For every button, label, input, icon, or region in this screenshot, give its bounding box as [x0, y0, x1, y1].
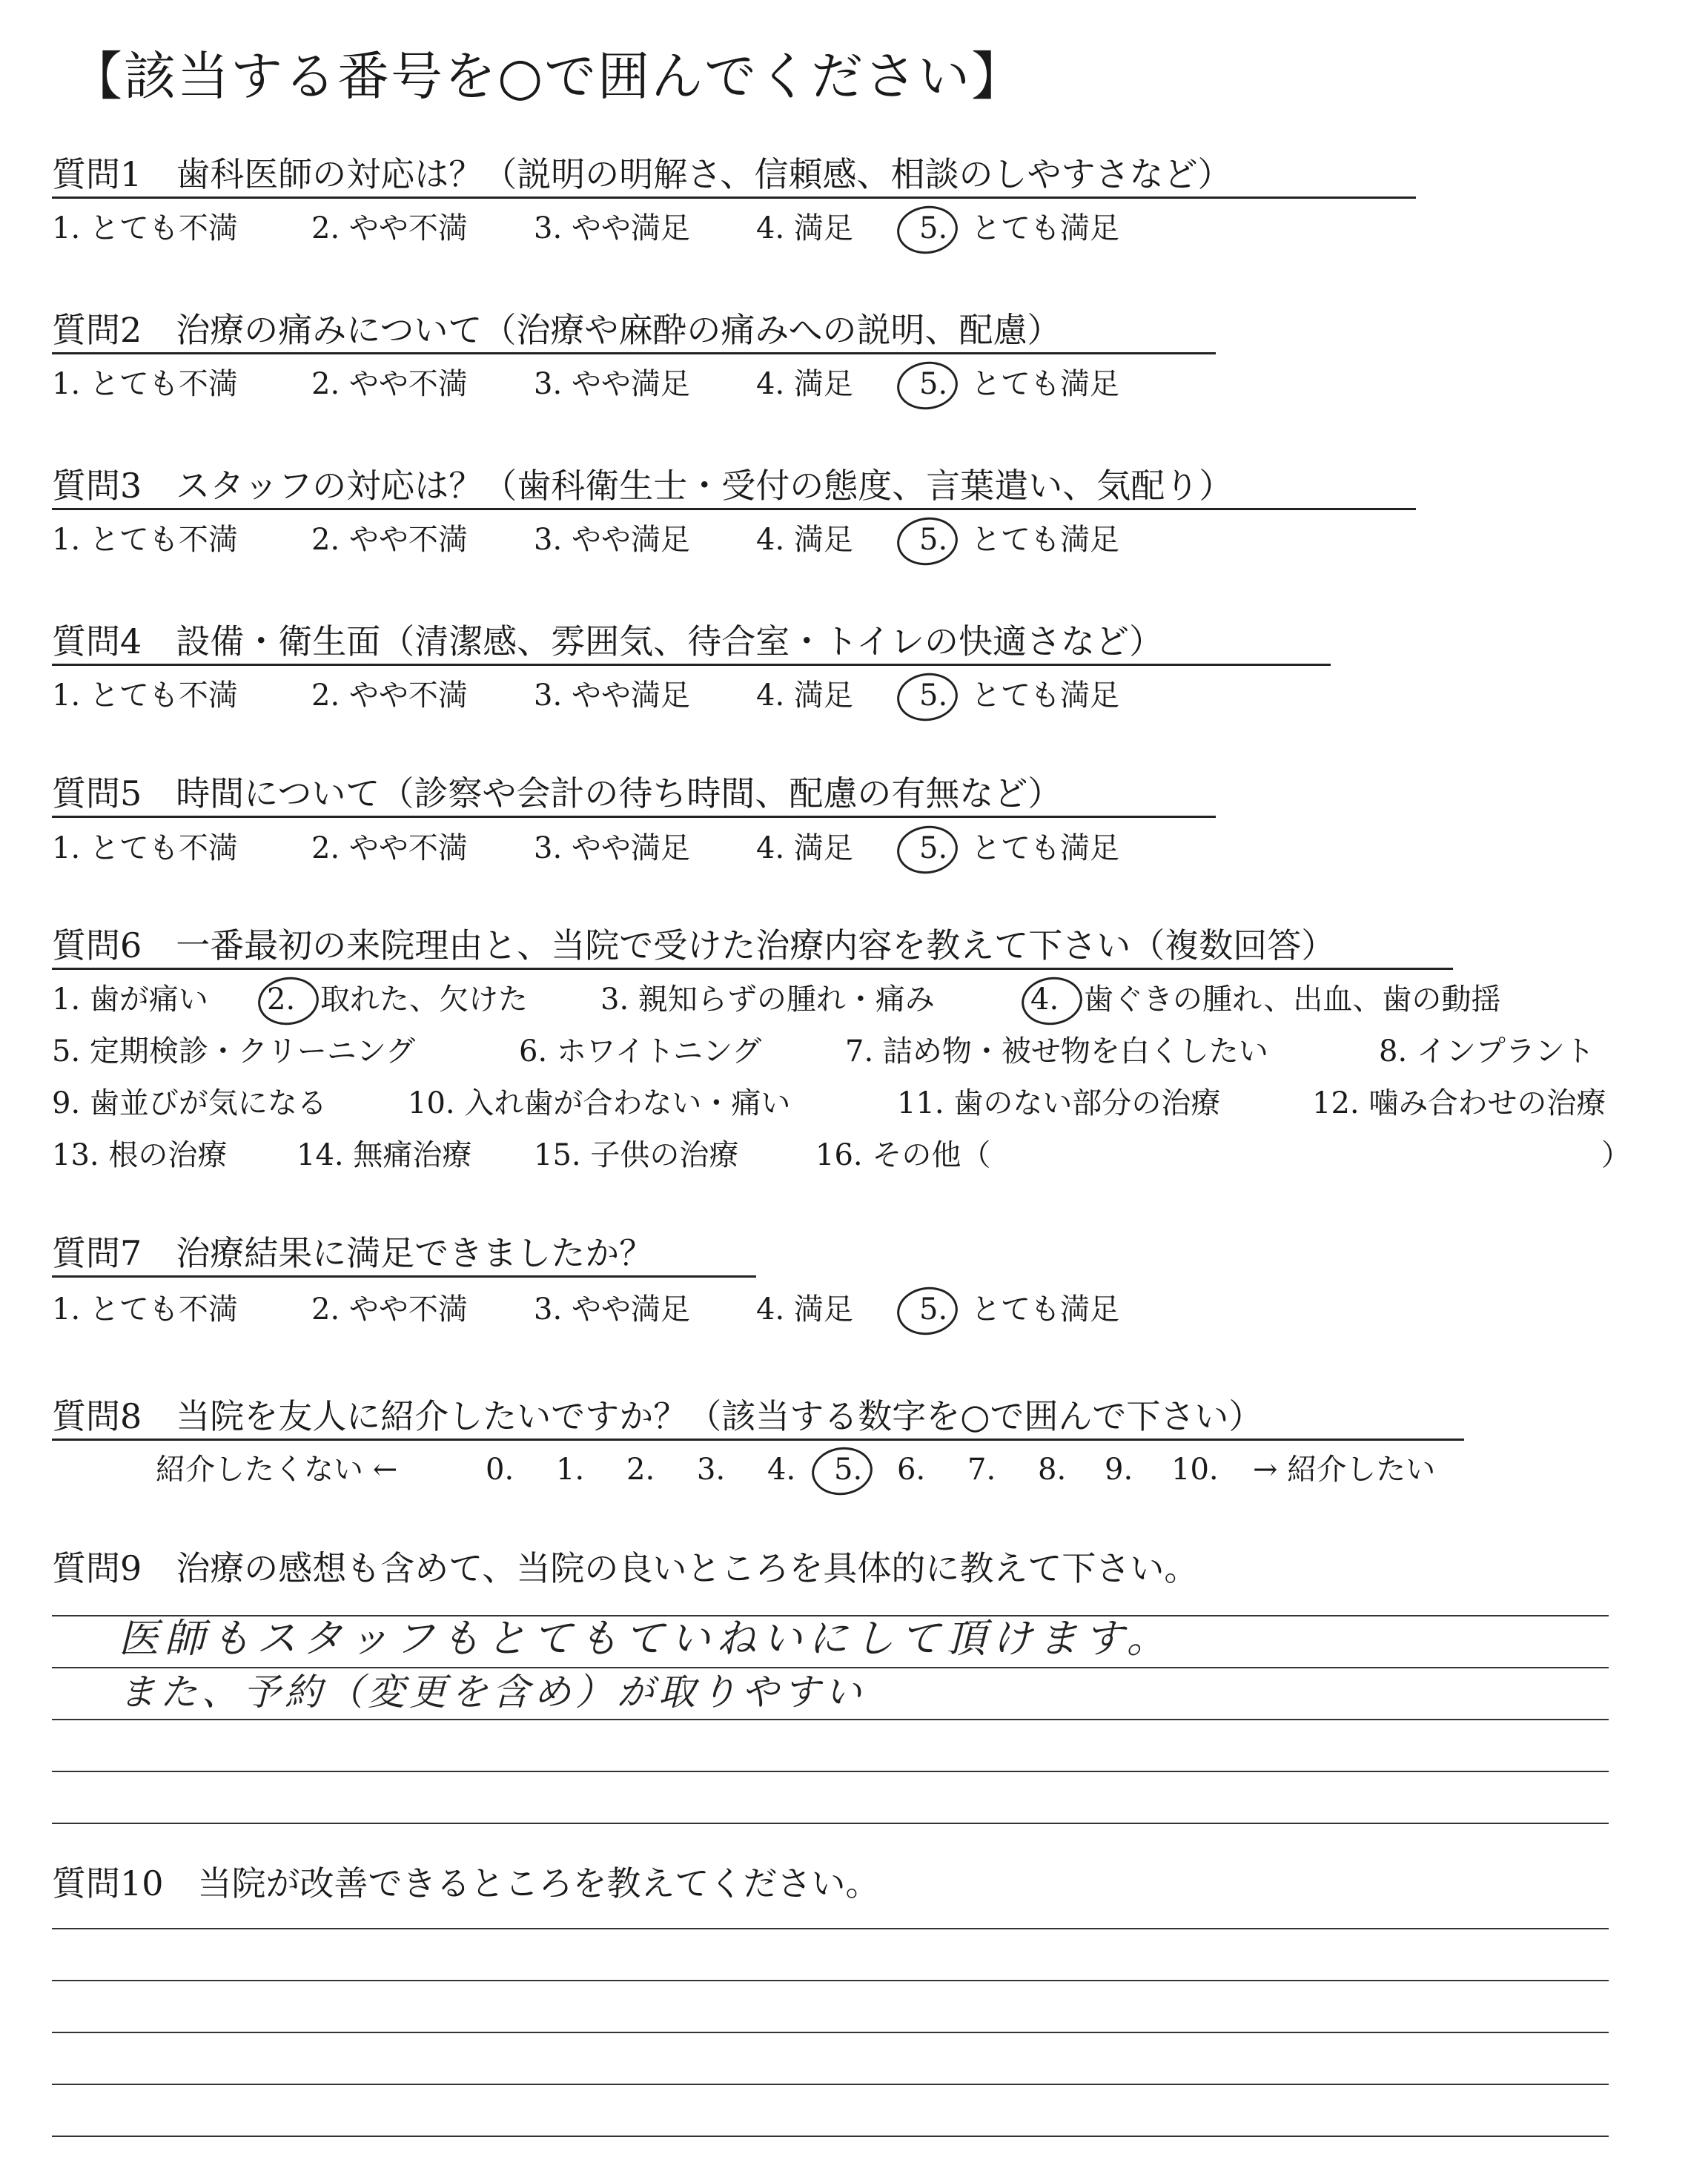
question-6 [52, 923, 1335, 968]
question-2 [52, 308, 1061, 352]
option-2[interactable]: 2. やや不満 [311, 523, 468, 557]
option-5-label: とても満足 [971, 211, 1119, 245]
option-4[interactable]: 4. 満足 [756, 678, 853, 713]
reason-4[interactable]: 4. [1030, 982, 1059, 1017]
option-5-label: とても満足 [971, 1292, 1119, 1327]
answer-rule [52, 2032, 1609, 2033]
question-5-underline [52, 816, 1216, 818]
scale-4[interactable]: 4. [767, 1453, 796, 1487]
question-9-text: 治療の感想も含めて、当院の良いところを具体的に教えて下さい。 [176, 1548, 1199, 1588]
question-5-number: 質問5 [52, 773, 142, 813]
question-3-underline [52, 508, 1416, 510]
option-1[interactable]: 1. とても不満 [52, 523, 238, 557]
answer-rule [52, 2136, 1609, 2137]
other-close-paren: ） [1601, 1138, 1631, 1172]
question-2-number: 質問2 [52, 310, 142, 350]
reason-13[interactable]: 13. 根の治療 [52, 1138, 228, 1172]
option-5-label: とても満足 [971, 523, 1119, 557]
question-8-number: 質問8 [52, 1396, 142, 1436]
option-3[interactable]: 3. やや満足 [534, 211, 690, 245]
option-2[interactable]: 2. やや不満 [311, 211, 468, 245]
selection-circle [894, 358, 961, 414]
question-10 [52, 1861, 880, 1906]
scale-6[interactable]: 6. [897, 1453, 926, 1487]
handwritten-answer-line-2: また、予約（変更を含め）が取りやすい [119, 1671, 866, 1714]
question-1 [52, 152, 1231, 196]
option-3[interactable]: 3. やや満足 [534, 1292, 690, 1327]
option-1[interactable]: 1. とても不満 [52, 831, 238, 865]
question-10-text: 当院が改善できるところを教えてください。 [197, 1863, 880, 1903]
selection-circle [894, 670, 961, 725]
answer-rule [52, 1771, 1609, 1772]
question-8-underline [52, 1439, 1464, 1441]
option-5[interactable]: 5. [919, 367, 948, 401]
option-3[interactable]: 3. やや満足 [534, 367, 690, 401]
option-1[interactable]: 1. とても不満 [52, 211, 238, 245]
question-6-number: 質問6 [52, 925, 142, 965]
reason-1[interactable]: 1. 歯が痛い [52, 982, 208, 1017]
answer-rule [52, 1928, 1609, 1929]
question-3 [52, 463, 1233, 508]
option-5[interactable]: 5. [919, 678, 948, 713]
scale-3[interactable]: 3. [697, 1453, 726, 1487]
selection-circle [255, 974, 322, 1029]
question-10-number: 質問10 [52, 1863, 164, 1903]
question-5 [52, 771, 1062, 816]
reason-9[interactable]: 9. 歯並びが気になる [52, 1086, 327, 1120]
handwritten-answer-line-1: 医師もスタッフもとてもていねいにして頂けます。 [119, 1615, 1173, 1662]
option-4[interactable]: 4. 満足 [756, 1292, 853, 1327]
option-5-label: とても満足 [971, 367, 1119, 401]
option-5[interactable]: 5. [919, 211, 948, 245]
scale-9[interactable]: 9. [1105, 1453, 1133, 1487]
scale-0[interactable]: 0. [486, 1453, 514, 1487]
selection-circle [894, 1284, 961, 1339]
reason-6[interactable]: 6. ホワイトニング [519, 1034, 762, 1069]
option-5[interactable]: 5. [919, 1292, 948, 1327]
option-3[interactable]: 3. やや満足 [534, 831, 690, 865]
option-4[interactable]: 4. 満足 [756, 523, 853, 557]
survey-heading: 【該当する番号を○で囲んでください】 [70, 46, 1025, 107]
option-2[interactable]: 2. やや不満 [311, 367, 468, 401]
option-5-label: とても満足 [971, 831, 1119, 865]
question-8 [52, 1394, 1262, 1439]
scale-right-label: → 紹介したい [1253, 1453, 1436, 1487]
reason-12[interactable]: 12. 噛み合わせの治療 [1312, 1086, 1606, 1120]
question-3-text: スタッフの対応は？（歯科衛生士・受付の態度、言葉遣い、気配り） [176, 466, 1234, 506]
question-1-number: 質問1 [52, 154, 142, 194]
reason-2-label: 取れた、欠けた [320, 982, 528, 1017]
answer-rule [52, 1823, 1609, 1824]
question-7-text: 治療結果に満足できましたか？ [176, 1233, 654, 1273]
selection-circle [894, 202, 961, 258]
reason-11[interactable]: 11. 歯のない部分の治療 [897, 1086, 1221, 1120]
option-3[interactable]: 3. やや満足 [534, 523, 690, 557]
reason-7[interactable]: 7. 詰め物・被せ物を白くしたい [845, 1034, 1268, 1069]
reason-2[interactable]: 2. [267, 982, 296, 1017]
question-9 [52, 1546, 1198, 1591]
reason-4-label: 歯ぐきの腫れ、出血、歯の動揺 [1084, 982, 1501, 1017]
option-1[interactable]: 1. とても不満 [52, 367, 238, 401]
question-5-text: 時間について（診察や会計の待ち時間、配慮の有無など） [176, 773, 1062, 813]
scale-2[interactable]: 2. [626, 1453, 655, 1487]
reason-8[interactable]: 8. インプラント [1379, 1034, 1595, 1069]
question-1-text: 歯科医師の対応は？（説明の明解さ、信頼感、相談のしやすさなど） [176, 154, 1232, 194]
option-2[interactable]: 2. やや不満 [311, 678, 468, 713]
reason-3[interactable]: 3. 親知らずの腫れ・痛み [600, 982, 935, 1017]
question-8-text: 当院を友人に紹介したいですか？（該当する数字を○で囲んで下さい） [176, 1396, 1263, 1436]
scale-left-label: 紹介したくない ← [156, 1453, 398, 1487]
scale-1[interactable]: 1. [556, 1453, 585, 1487]
question-7 [52, 1231, 653, 1275]
option-5[interactable]: 5. [919, 831, 948, 865]
reason-16[interactable]: 16. その他（ [815, 1138, 991, 1172]
question-3-number: 質問3 [52, 466, 142, 506]
scale-5[interactable]: 5. [834, 1453, 863, 1487]
option-5[interactable]: 5. [919, 523, 948, 557]
question-4-underline [52, 664, 1331, 666]
scale-8[interactable]: 8. [1038, 1453, 1067, 1487]
question-6-text: 一番最初の来院理由と、当院で受けた治療内容を教えて下さい（複数回答） [176, 925, 1336, 965]
selection-circle [894, 514, 961, 569]
selection-circle [809, 1444, 875, 1499]
option-2[interactable]: 2. やや不満 [311, 831, 468, 865]
option-5-label: とても満足 [971, 678, 1119, 713]
question-2-underline [52, 352, 1216, 354]
option-3[interactable]: 3. やや満足 [534, 678, 690, 713]
option-1[interactable]: 1. とても不満 [52, 678, 238, 713]
question-4 [52, 619, 1163, 664]
answer-rule [52, 1980, 1609, 1981]
scale-7[interactable]: 7. [967, 1453, 996, 1487]
option-4[interactable]: 4. 満足 [756, 211, 853, 245]
option-1[interactable]: 1. とても不満 [52, 1292, 238, 1327]
option-2[interactable]: 2. やや不満 [311, 1292, 468, 1327]
question-7-underline [52, 1275, 756, 1278]
reason-15[interactable]: 15. 子供の治療 [534, 1138, 739, 1172]
answer-rule [52, 1719, 1609, 1720]
question-4-text: 設備・衛生面（清潔感、雰囲気、待合室・トイレの快適さなど） [176, 621, 1163, 661]
selection-circle [894, 822, 961, 878]
scale-10[interactable]: 10. [1171, 1453, 1219, 1487]
reason-5[interactable]: 5. 定期検診・クリーニング [52, 1034, 416, 1069]
option-4[interactable]: 4. 満足 [756, 367, 853, 401]
question-2-text: 治療の痛みについて（治療や麻酔の痛みへの説明、配慮） [176, 310, 1062, 350]
question-4-number: 質問4 [52, 621, 142, 661]
question-7-number: 質問7 [52, 1233, 142, 1273]
question-9-number: 質問9 [52, 1548, 142, 1588]
option-4[interactable]: 4. 満足 [756, 831, 853, 865]
question-1-underline [52, 196, 1416, 199]
answer-rule [52, 2084, 1609, 2085]
selection-circle [1019, 974, 1085, 1029]
question-6-underline [52, 968, 1453, 970]
reason-10[interactable]: 10. 入れ歯が合わない・痛い [408, 1086, 791, 1120]
reason-14[interactable]: 14. 無痛治療 [297, 1138, 472, 1172]
